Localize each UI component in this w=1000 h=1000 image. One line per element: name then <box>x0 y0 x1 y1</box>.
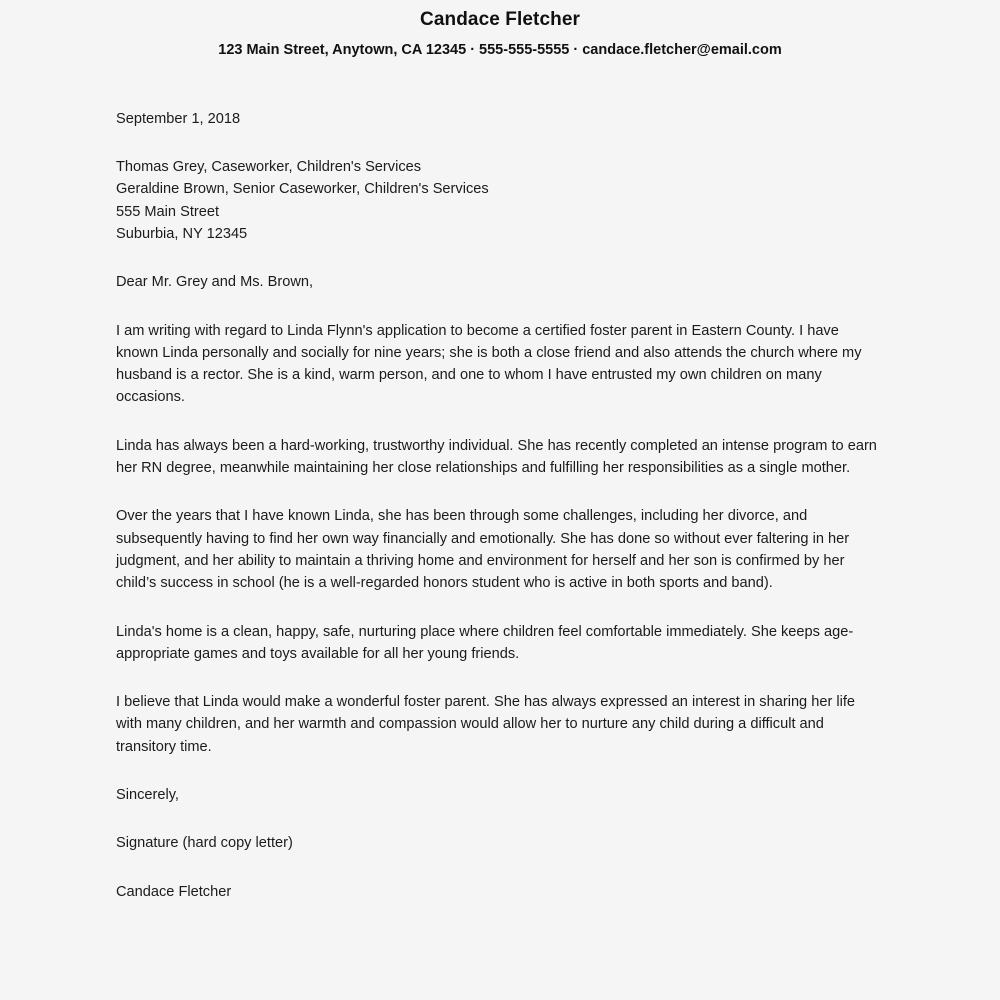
letter-paragraph: I am writing with regard to Linda Flynn's application to become a certified foster parent in Eastern County. I have known Linda personally and socially for nine years; she is both a close friend and also attends the church where my husband is a rector. She is a kind, warm person, and one to whom I have entrusted my own children on many occasions. <box>116 322 862 406</box>
sender-contact-line: 123 Main Street, Anytown, CA 12345 · 555-555-5555 · candace.fletcher@email.com <box>218 41 782 58</box>
letter-body <box>0 60 1000 903</box>
signer-name: Candace Fletcher <box>116 883 232 900</box>
letterhead <box>0 0 1000 60</box>
recipient-line: Suburbia, NY 12345 <box>116 225 248 242</box>
recipient-line: Geraldine Brown, Senior Caseworker, Children's Services <box>116 181 489 198</box>
signature-note: Signature (hard copy letter) <box>116 835 293 852</box>
closing: Sincerely, <box>116 787 179 804</box>
recipient-line: 555 Main Street <box>116 203 220 220</box>
salutation: Dear Mr. Grey and Ms. Brown, <box>116 274 314 291</box>
letter-paragraph: Linda has always been a hard-working, trustworthy individual. She has recently completed an intense program to earn her RN degree, meanwhile maintaining her close relationships and fulfilling her responsibilities as a single mother. <box>116 437 877 477</box>
letter-paragraph: Over the years that I have known Linda, she has been through some challenges, including her divorce, and subsequently having to find her own way financially and emotionally. She has done so without ever faltering in her judgment, and her ability to maintain a thriving home and environment for herself and her son is confirmed by her child’s success in school (he is a well-regarded honors student who is active in both sports and band). <box>116 508 850 592</box>
letter-date: September 1, 2018 <box>116 110 241 127</box>
letter-paragraph: Linda's home is a clean, happy, safe, nurturing place where children feel comfortable immediately. She keeps age-appropriate games and toys available for all her young friends. <box>116 623 854 662</box>
sender-name: Candace Fletcher <box>420 9 580 30</box>
recipient-address-block <box>116 156 880 245</box>
recipient-line: Thomas Grey, Caseworker, Children's Services <box>116 159 422 176</box>
letter-paragraph: I believe that Linda would make a wonderful foster parent. She has always expressed an interest in sharing her life with many children, and her warmth and compassion would allow her to nurture any child during a difficult and transitory time. <box>116 694 856 755</box>
